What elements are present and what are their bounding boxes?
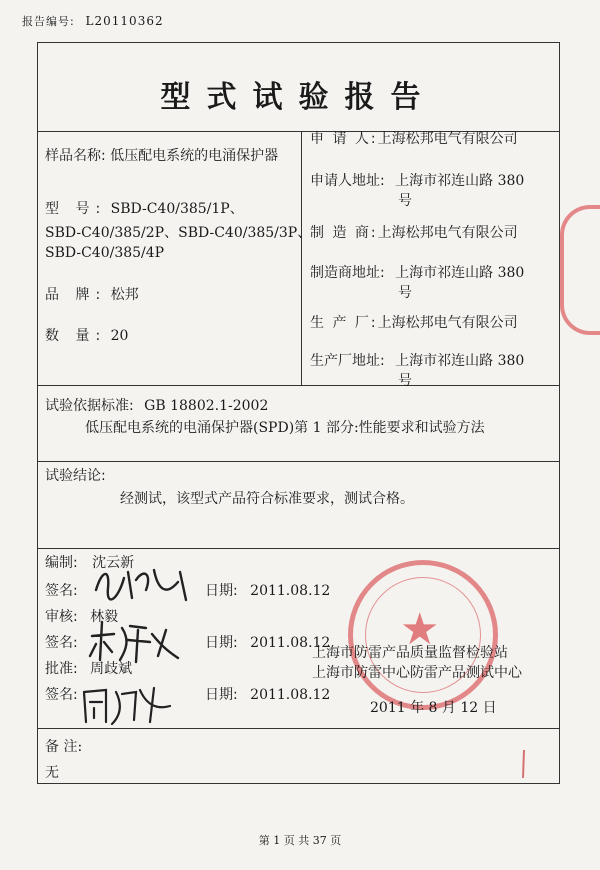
model-line-1: SBD-C40/385/1P、 xyxy=(110,201,244,217)
approved-by: 周歧斌 xyxy=(90,661,133,677)
compiled-label: 编制: xyxy=(45,555,78,571)
conclusion-text: 经测试，该型式产品符合标准要求，测试合格。 xyxy=(120,491,414,507)
applicant-row xyxy=(310,128,518,148)
report-title: 型式试验报告 xyxy=(160,80,437,115)
maker-label: 制 造 商: xyxy=(310,225,378,241)
conclusion-label: 试验结论: xyxy=(45,468,106,484)
maker-value: 上海松邦电气有限公司 xyxy=(377,225,518,241)
producer-value: 上海松邦电气有限公司 xyxy=(377,315,518,331)
basis-standard: GB 18802.1-2002 xyxy=(144,398,269,414)
signature-approver xyxy=(76,678,176,728)
sign-row-1 xyxy=(45,580,78,600)
sign-label-3: 签名: xyxy=(45,687,78,703)
producer-address-row xyxy=(310,350,524,370)
basis-row xyxy=(45,395,268,415)
basis-label: 试验依据标准: xyxy=(45,398,134,414)
applicant-value: 上海松邦电气有限公司 xyxy=(377,131,518,147)
quantity-row xyxy=(45,325,128,345)
producer-address-cont: 号 xyxy=(398,373,412,389)
sign-label-1: 签名: xyxy=(45,583,78,599)
review-label: 审核: xyxy=(45,609,78,625)
red-pen-mark xyxy=(520,748,528,780)
report-number-value: L20110362 xyxy=(85,14,164,28)
issuer-line-2: 上海市防雷中心防雷产品测试中心 xyxy=(312,665,522,681)
remarks-value: 无 xyxy=(45,765,59,781)
applicant-address-label: 申请人地址: xyxy=(310,173,385,189)
applicant-label: 申 请 人: xyxy=(310,131,378,147)
model-line-3: SBD-C40/385/4P xyxy=(45,245,165,261)
date-row-1 xyxy=(205,580,330,600)
sign-row-2 xyxy=(45,632,78,652)
page-footer: 第 1 页 共 37 页 xyxy=(258,834,342,847)
date-row-3 xyxy=(205,684,330,704)
divider-info xyxy=(38,385,559,386)
producer-label: 生 产 厂: xyxy=(310,315,378,331)
signature-compiler xyxy=(88,560,198,608)
date-label-1: 日期: xyxy=(205,583,238,599)
maker-address-row xyxy=(310,262,524,282)
applicant-address-cont: 号 xyxy=(398,193,412,209)
date-label-2: 日期: xyxy=(205,635,238,651)
quantity-label: 数 量: xyxy=(45,328,107,344)
quantity-value: 20 xyxy=(110,328,129,344)
report-number xyxy=(22,13,164,29)
maker-address-cont: 号 xyxy=(398,285,412,301)
date-label-3: 日期: xyxy=(205,687,238,703)
maker-address-value: 上海市祁连山路 380 xyxy=(395,265,525,281)
reviewed-by: 林毅 xyxy=(90,609,119,625)
producer-row xyxy=(310,312,518,332)
sign-label-2: 签名: xyxy=(45,635,78,651)
applicant-address-row xyxy=(310,170,524,190)
divider-basis xyxy=(38,461,559,462)
divider-columns xyxy=(301,131,302,385)
seal-star-icon: ★ xyxy=(400,604,440,655)
brand-label: 品 牌: xyxy=(45,287,107,303)
approve-label: 批准: xyxy=(45,661,78,677)
signature-reviewer xyxy=(86,616,186,666)
model-line-2: SBD-C40/385/2P、SBD-C40/385/3P、 xyxy=(45,225,312,241)
compiled-by: 沈云新 xyxy=(92,555,135,571)
sample-name-label: 样品名称: xyxy=(45,148,106,164)
brand-value: 松邦 xyxy=(110,287,139,303)
sample-name-value: 低压配电系统的电涌保护器 xyxy=(110,148,279,164)
model-label: 型 号: xyxy=(45,201,107,217)
maker-row xyxy=(310,222,518,242)
issuer-date: 2011 年 8 月 12 日 xyxy=(370,700,497,716)
basis-description: 低压配电系统的电涌保护器(SPD)第 1 部分:性能要求和试验方法 xyxy=(85,420,485,436)
maker-address-label: 制造商地址: xyxy=(310,265,385,281)
producer-address-label: 生产厂地址: xyxy=(310,353,385,369)
report-number-label: 报告编号: xyxy=(22,15,75,28)
sample-name-row xyxy=(45,145,278,165)
edge-seal xyxy=(560,205,600,335)
date-value-3: 2011.08.12 xyxy=(250,687,331,703)
model-row xyxy=(45,198,244,218)
remarks-label: 备 注: xyxy=(45,739,83,755)
issuer-line-1: 上海市防雷产品质量监督检验站 xyxy=(312,645,508,661)
date-value-1: 2011.08.12 xyxy=(250,583,331,599)
date-value-2: 2011.08.12 xyxy=(250,635,331,651)
sign-row-3 xyxy=(45,684,78,704)
brand-row xyxy=(45,284,139,304)
applicant-address-value: 上海市祁连山路 380 xyxy=(395,173,525,189)
divider-signatures xyxy=(38,728,559,729)
producer-address-value: 上海市祁连山路 380 xyxy=(395,353,525,369)
divider-conclusion xyxy=(38,548,559,549)
